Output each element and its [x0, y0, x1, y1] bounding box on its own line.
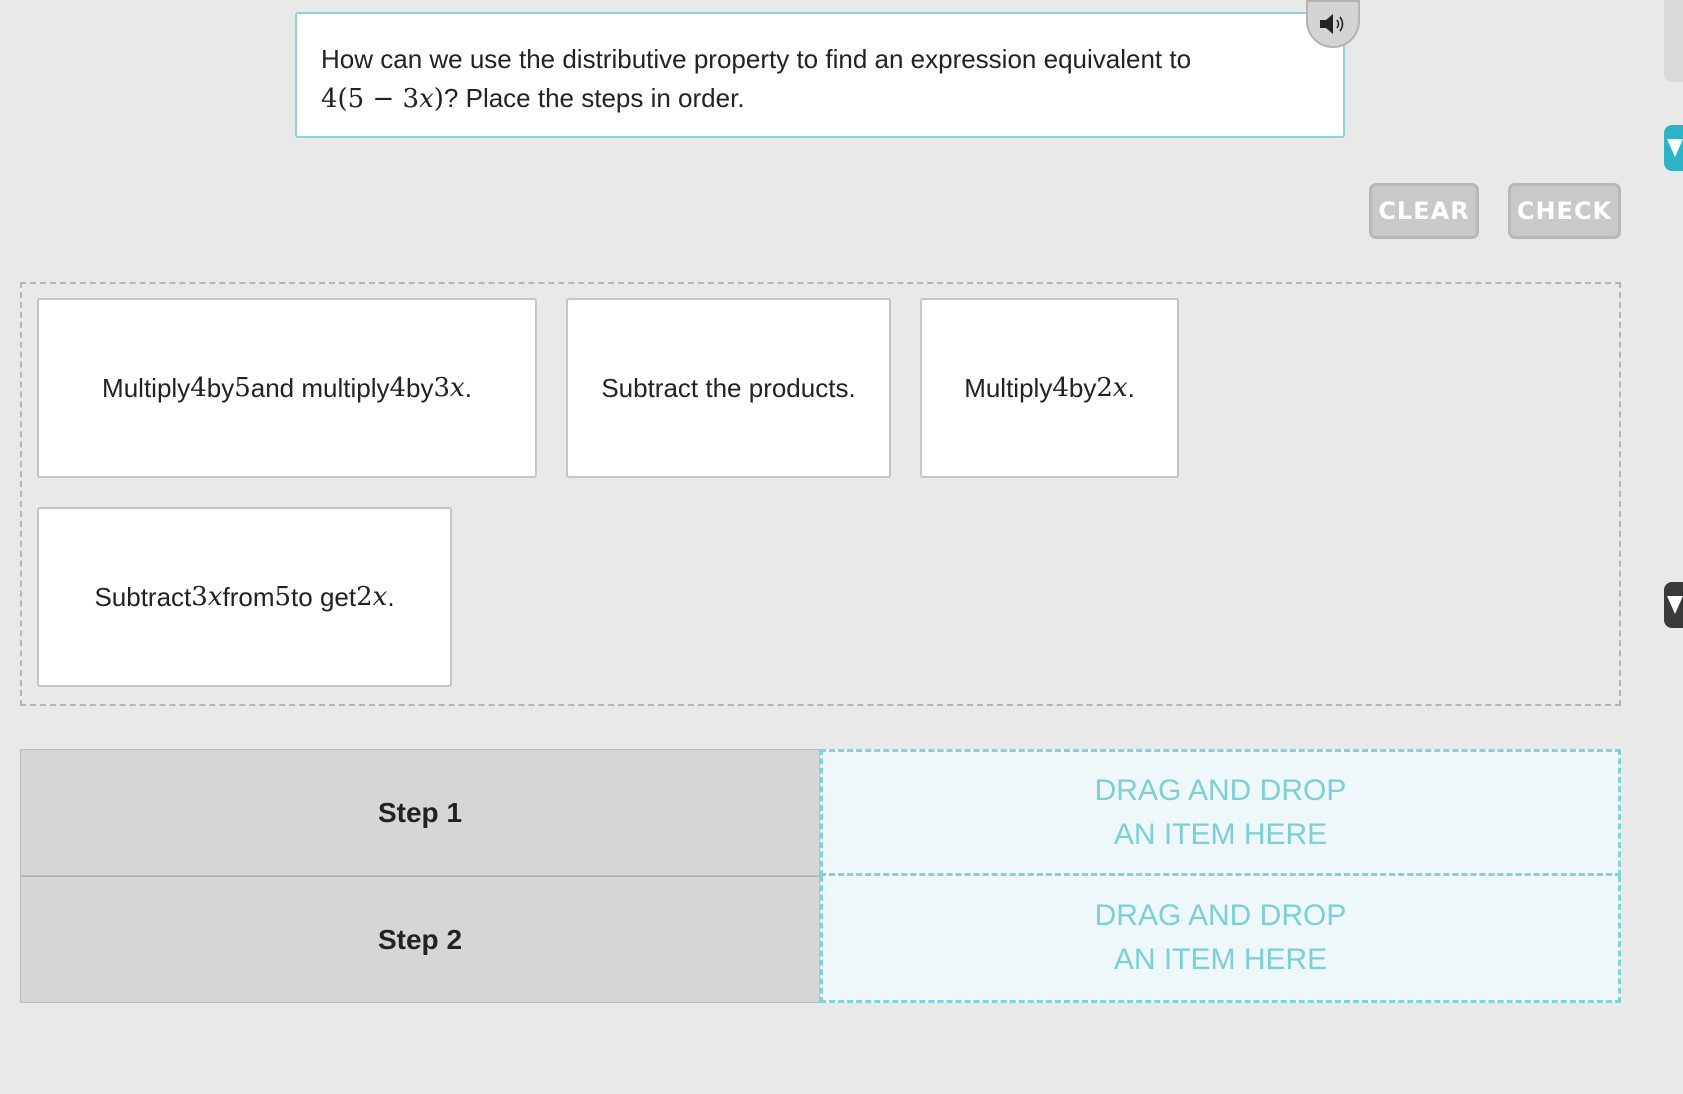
drop-hint-line-2: AN ITEM HERE	[1113, 817, 1328, 851]
chevron-down-icon	[1667, 596, 1683, 614]
drop-zone-step-1[interactable]	[820, 749, 1621, 876]
card-text: Subtract	[94, 581, 192, 612]
card-text: .	[1127, 372, 1135, 403]
card-text: by	[206, 372, 235, 403]
card-number: 2	[1096, 373, 1113, 403]
card-number: 5	[234, 373, 251, 403]
card-number: 3	[191, 582, 208, 612]
card-number: 3	[433, 373, 451, 403]
card-text: from	[222, 581, 275, 612]
card-text: and multiply	[250, 372, 390, 403]
card-text: Subtract the products.	[601, 372, 856, 403]
card-variable: x	[1112, 373, 1128, 403]
step-row	[20, 749, 1621, 876]
drop-hint-line-1: DRAG AND DROP	[1094, 899, 1347, 932]
question-line-2	[321, 79, 1319, 119]
card-number: 5	[274, 582, 292, 612]
drop-hint-line-2: AN ITEM HERE	[1113, 943, 1328, 976]
draggable-card-subtract-3x-from-5[interactable]	[37, 507, 452, 687]
card-text: by	[1068, 372, 1097, 403]
audio-button[interactable]	[1306, 0, 1360, 48]
card-text: Multiply	[102, 372, 191, 403]
speaker-icon	[1318, 12, 1348, 36]
drop-zone-step-2[interactable]	[820, 876, 1621, 1003]
card-variable: x	[372, 582, 388, 612]
step-label: Step 2	[20, 876, 820, 1003]
check-button[interactable]: CHECK	[1508, 183, 1621, 239]
card-text: Multiply	[964, 372, 1053, 403]
question-instruction: ? Place the steps in order.	[443, 83, 745, 113]
side-toggle-top[interactable]	[1664, 125, 1683, 171]
side-toggle-bottom[interactable]	[1664, 582, 1683, 628]
steps-table	[20, 749, 1621, 1003]
card-variable: x	[207, 582, 223, 612]
side-panel-tab[interactable]	[1664, 0, 1683, 82]
expression	[321, 84, 444, 114]
card-text: by	[406, 372, 434, 403]
card-number: 2	[356, 582, 373, 612]
drop-hint-line-1: DRAG AND DROP	[1094, 773, 1347, 807]
clear-button[interactable]: CLEAR	[1369, 183, 1479, 239]
card-text: to get	[291, 581, 357, 612]
card-text: .	[387, 581, 395, 612]
expression-prefix: 4(5 − 3	[321, 84, 420, 114]
draggable-card-subtract-products[interactable]	[566, 298, 891, 478]
card-number: 4	[1052, 373, 1069, 403]
question-line-1: How can we use the distributive property to find an expression equivalent to	[321, 44, 1192, 74]
card-text: .	[464, 372, 472, 403]
card-number: 4	[389, 373, 407, 403]
step-row	[20, 876, 1621, 1003]
chevron-down-icon	[1667, 139, 1683, 157]
card-variable: x	[450, 373, 465, 403]
expression-suffix: )	[433, 84, 444, 114]
draggable-card-multiply-4-by-5-and-3x[interactable]	[37, 298, 537, 478]
expression-variable: x	[419, 84, 434, 114]
draggable-card-multiply-4-by-2x[interactable]	[920, 298, 1179, 478]
card-number: 4	[190, 373, 207, 403]
step-label: Step 1	[20, 749, 820, 876]
question-prompt	[295, 12, 1345, 138]
